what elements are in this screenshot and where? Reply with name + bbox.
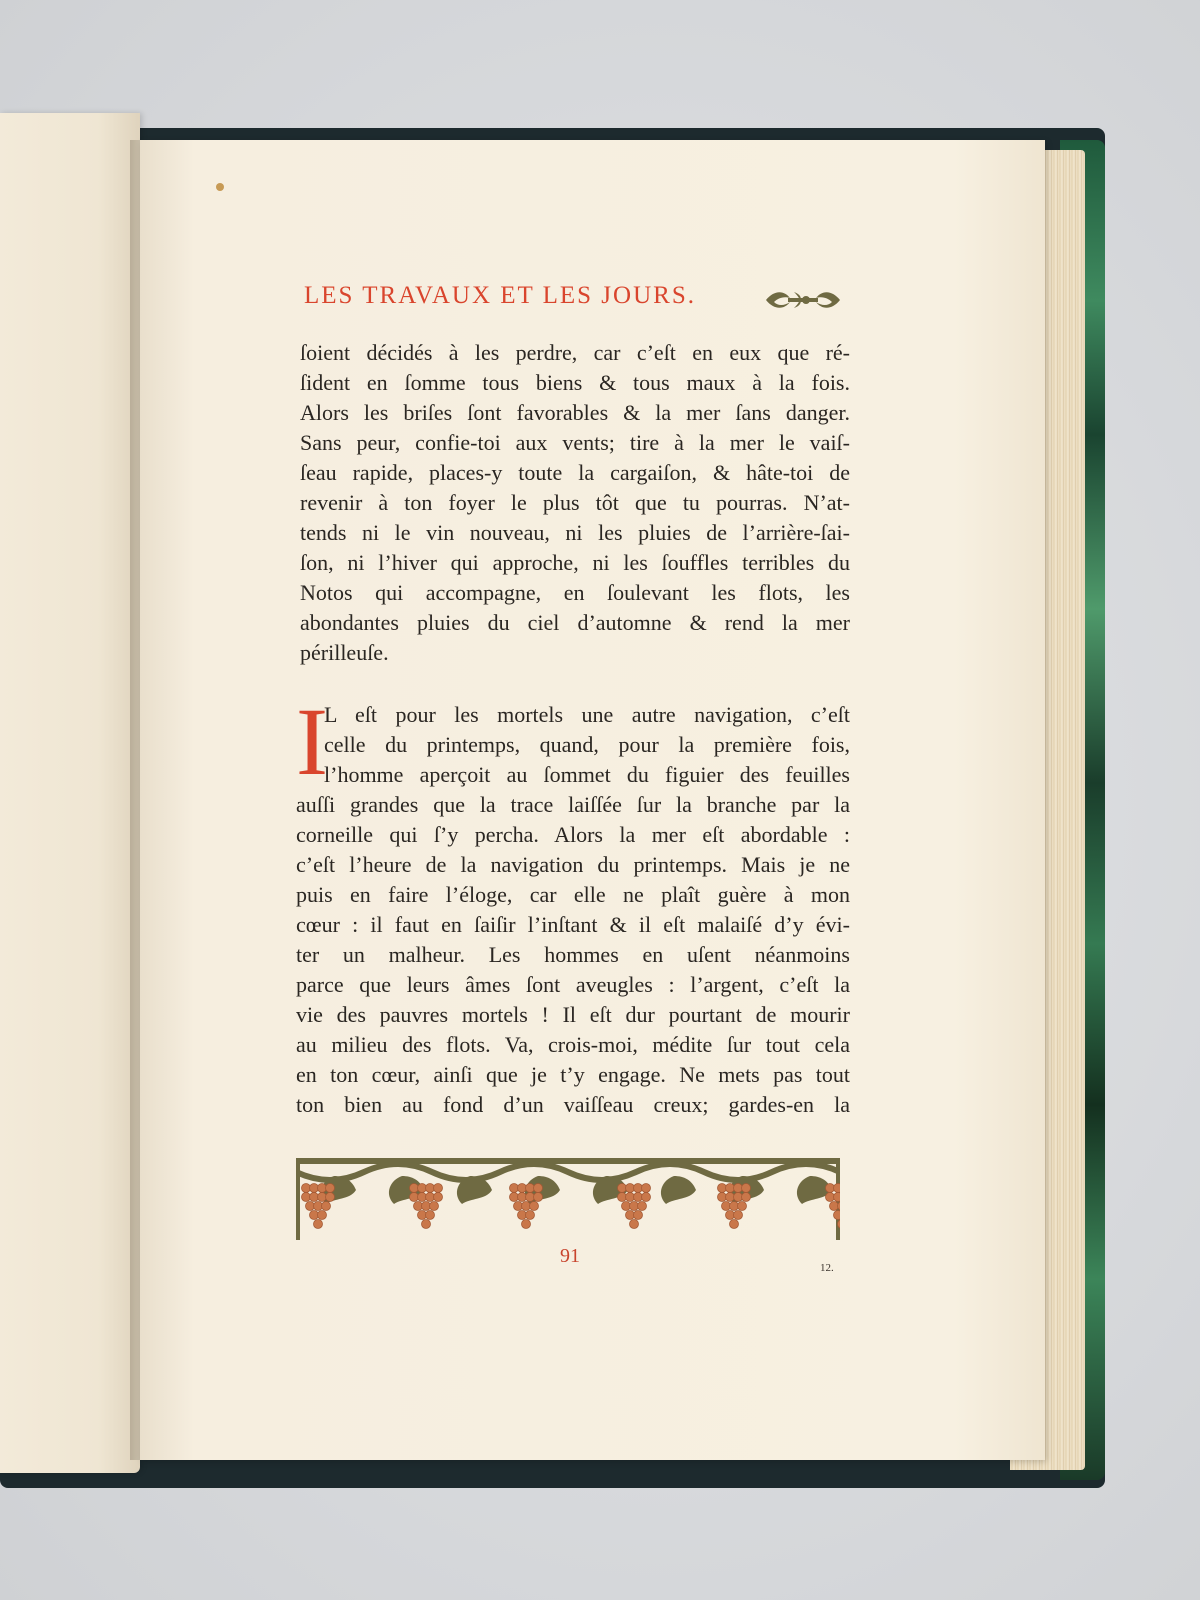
text-line: puis en faire l’éloge, car elle ne plaît guère à mon xyxy=(296,882,850,907)
text-line: ton bien au fond d’un vaiſſeau creux; gardes-en la xyxy=(296,1092,850,1117)
text-line: périlleuſe. xyxy=(300,640,389,665)
left-page xyxy=(0,113,140,1473)
page-number: 91 xyxy=(560,1245,580,1267)
text-line: auſſi grandes que la trace laiſſée ſur la branche par la xyxy=(296,792,850,817)
text-line: au milieu des flots. Va, crois-moi, médite ſur tout cela xyxy=(296,1032,850,1057)
text-line: Sans peur, confie-toi aux vents; tire à la mer le vaiſ- xyxy=(300,430,850,455)
text-line: ſon, ni l’hiver qui approche, ni les ſouffles terribles du xyxy=(300,550,850,575)
text-line: corneille qui ſ’y percha. Alors la mer eſt abordable : xyxy=(296,822,850,847)
text-line: en ton cœur, ainſi que je t’y engage. Ne mets pas tout xyxy=(296,1062,850,1087)
text-line: tends ni le vin nouveau, ni les pluies de l’arrière-ſai- xyxy=(300,520,850,545)
running-title: LES TRAVAUX ET LES JOURS. xyxy=(304,282,696,309)
text-line: c’eſt l’heure de la navigation du printemps. Mais je ne xyxy=(296,852,850,877)
text-line: celle du printemps, quand, pour la première fois, xyxy=(324,732,850,757)
drop-cap: I xyxy=(296,688,328,795)
text-line: Notos qui accompagne, en ſoulevant les flots, les xyxy=(300,580,850,605)
paragraph-2 xyxy=(296,688,850,1120)
text-line: Alors les briſes ſont favorables & la mer ſans danger. xyxy=(300,400,850,425)
floral-ornament-icon xyxy=(764,284,842,316)
text-line: parce que leurs âmes ſont aveugles : l’argent, c’eſt la xyxy=(296,972,850,997)
text-line: l’homme aperçoit au ſommet du figuier des feuilles xyxy=(324,762,850,787)
text-line: ſeau rapide, places-y toute la cargaiſon, & hâte-toi de xyxy=(300,460,850,485)
text-line: ter un malheur. Les hommes en uſent néanmoins xyxy=(296,942,850,967)
text-line: ſoient décidés à les perdre, car c’eſt en eux que ré- xyxy=(300,340,850,365)
paragraph-1 xyxy=(300,338,850,668)
text-line: vie des pauvres mortels ! Il eſt dur pourtant de mourir xyxy=(296,1002,850,1027)
foxing-spot xyxy=(216,183,224,191)
text-line: abondantes pluies du ciel d’automne & rend la mer xyxy=(300,610,850,635)
grapevine-border xyxy=(296,1158,840,1240)
text-line: L eſt pour les mortels une autre navigation, c’eſt xyxy=(324,702,850,727)
signature-mark: 12. xyxy=(820,1262,834,1274)
text-line: ſident en ſomme tous biens & tous maux à la fois. xyxy=(300,370,850,395)
text-line: cœur : il faut en ſaiſir l’inſtant & il eſt malaiſé d’y évi- xyxy=(296,912,850,937)
text-line: revenir à ton foyer le plus tôt que tu pourras. N’at- xyxy=(300,490,850,515)
running-header xyxy=(304,282,849,332)
